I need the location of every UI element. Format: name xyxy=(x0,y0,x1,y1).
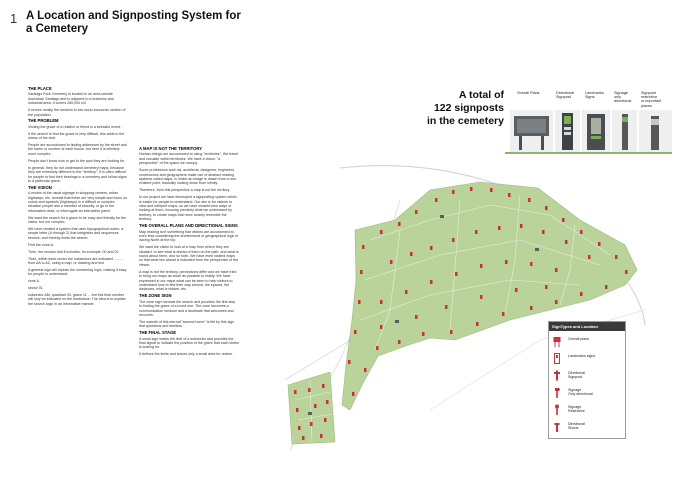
section-paragraph: Find the zone A. xyxy=(28,242,54,247)
section-heading: A MAP IS NOT THE TERRITORY xyxy=(139,146,203,151)
legend-item-landmarks: Landmarks signs xyxy=(552,352,622,365)
section-paragraph: People are accustomed to finding addresses by the street and the name or number of each house, but here it is infinitely more complex. xyxy=(28,143,127,156)
section-heading: THE OVERALL PLANS AND DIRECTIONAL SIGNS xyxy=(139,223,238,229)
legend-item-directional-shorts: Directional Shorts xyxy=(552,420,622,433)
section-paragraph: Human beings are accustomed to using "territories". We travel and circulate within territories. We have a vision, "a perspective" of the space we occupy. xyxy=(139,152,238,166)
section-paragraph: It defines the limits and leaves only a small area for review. xyxy=(139,352,233,357)
legend-item-only-directional: Signage Only directional xyxy=(552,386,622,399)
section-paragraph: Visiting the grave of a relative or friend is a stressful event. xyxy=(28,124,122,129)
section-heading: THE FINAL STAGE xyxy=(139,330,177,336)
restrictive-sign-icon xyxy=(553,404,561,415)
section-paragraph: The zone sign narrows the search and provides the first step to finding the grave of a loved one. The zone becomes a communication medium and a landmark that welcomes and recovers. xyxy=(139,299,236,317)
section-paragraph: sector 01 xyxy=(28,286,43,291)
legend-item-restrictive: Signage Restrictive xyxy=(552,403,622,416)
section-heading: THE VISION xyxy=(28,184,52,190)
total-line-2: 122 signposts xyxy=(433,102,504,114)
section-heading: THE ZONE SIGN xyxy=(139,293,172,299)
section-paragraph: In our project we have developed a signposting system which is easier for people to understand. Our aim is for visitors to view and interpret maps, so we have created new ways of looking at them, focusing precisely what we understand by territory, to create maps that more closely resemble the territory. xyxy=(139,195,237,222)
overall-plan-icon xyxy=(553,336,561,347)
photo-overall-plan xyxy=(510,110,553,152)
section-paragraph: We want the visitor to look at a map from where they are situated, to see what is ahead of them on the path, and what is round about them, and so forth. We have even rotated maps so that what lies ahead is indicated from the perspective of the viewer. xyxy=(139,245,239,267)
page-title: A Location and Signposting System for a Cemetery xyxy=(26,10,241,35)
section-paragraph: A map is not the territory, perceptions differ and we have tried to bring our maps as close as possible to reality. We have expressed in our maps what can be seen to help visitors to understand how to find their way around, the spaces, the distances, what is hidden, etc. xyxy=(139,269,237,292)
section-paragraph: In general, they do not understand cemetery maps, because they are extremely different to the "territory". It is often difficult for people to find their bearings in a cemetery and follow signs to a particular grave. xyxy=(28,165,127,183)
section-paragraph: zone A xyxy=(28,279,39,284)
photo-only-directional xyxy=(612,110,637,152)
section-paragraph: We want the search for a grave to be easy and friendly for the visitor, but not complex. xyxy=(28,215,127,225)
section-paragraph: A review of the usual signage in shopping centers, urban highways, etc. reveals that these are very simple and focus on colors and symbols (highways) in a difficult or complex situation people ask a member of security, or go to the information desk, or interrogate an interactive panel. xyxy=(28,191,128,213)
section-paragraph: A small sign marks the limit of a subsector and provides the final signal to indicate the position of the grave that each visitor is looking for. xyxy=(139,336,239,350)
section-heading: THE PROBLEM xyxy=(28,118,59,124)
section-paragraph: It serves mostly the medium to low socio-economic section of the population. xyxy=(28,108,126,117)
text-column-left xyxy=(28,87,128,309)
section-paragraph: People don't know how to get to the spot they are looking for. xyxy=(28,158,125,163)
legend-title: SignTypes and Location xyxy=(549,322,625,331)
sign-type-label-overall: Overall Plans xyxy=(517,91,540,95)
sign-type-legend xyxy=(548,321,626,439)
section-paragraph: Then, the sectors that it includes, for example: 00 and 01 xyxy=(28,249,119,254)
total-line-1: A total of xyxy=(458,89,504,101)
section-paragraph: subsector AM, quadrant 03, grave 11 ... but this final number will only be indicated on the tombstone. The idea is to explain the search logic in an informative manner. xyxy=(28,293,126,306)
sign-type-label-landmarks: Landmarks Signs xyxy=(585,91,604,100)
signpost-total xyxy=(420,89,504,128)
section-paragraph: Then, within each sector the subsectors are indicated ......... from AA to AZ, using a map, or drawing and text xyxy=(28,256,123,265)
section-heading: THE PLACE xyxy=(28,86,52,91)
photo-restrictive xyxy=(639,110,672,152)
legend-item-directional-signpost: Directional Signpost xyxy=(552,369,622,382)
sign-type-label-only-directional: Signage only directional xyxy=(614,91,632,104)
short-directional-icon xyxy=(553,421,561,432)
text-column-right xyxy=(139,147,239,359)
section-paragraph: Map reading isn't something that visitors are accustomed to, even less considering the architectural or geographical logic of having North at the top. xyxy=(139,229,239,243)
section-paragraph: Santiago Park Cemetery is located in an area outside downtown Santiago and is adjacent to a business and industrial area. It covers 260,000 m2. xyxy=(28,92,114,106)
section-paragraph: If the search to find the grave is very difficult, this adds to the stress of the visit. xyxy=(28,131,125,141)
landmark-sign-icon xyxy=(553,353,561,364)
directional-signpost-icon xyxy=(553,370,561,381)
section-paragraph: We have created a system that uses topographical codes, a simple letter (A through Z) that integrates and sequences sectors, and thereby limits the search. xyxy=(28,227,124,240)
sign-type-label-restrictive: Signpost restrictive or important places xyxy=(641,91,662,108)
page-number: 1 xyxy=(10,11,18,26)
total-line-3: in the cemetery xyxy=(426,115,504,127)
photo-landmark-sign xyxy=(582,110,610,152)
photo-directional-signpost xyxy=(555,110,580,152)
section-paragraph: A general sign will explain the numbering logic, making it easy for people to understand: xyxy=(28,267,127,277)
section-paragraph: Therefore, from this perspective a map is not the territory. xyxy=(139,188,231,193)
sign-type-label-directional: Directional Signpost xyxy=(556,91,574,100)
section-paragraph: Some professions such as, architects, designers, engineers, constructors and geographers make use of abstract reading systems called maps, in which an image is drawn from a non-existent point, basically looking down from infinity. xyxy=(139,168,237,186)
only-directional-icon xyxy=(553,387,561,398)
section-paragraph: The warmth of this eternal "second home" is felt by this sign that questions and shelters. xyxy=(139,319,235,329)
legend-item-overall-plans: Overall plans xyxy=(552,335,622,348)
header-accent-strip xyxy=(505,152,672,154)
